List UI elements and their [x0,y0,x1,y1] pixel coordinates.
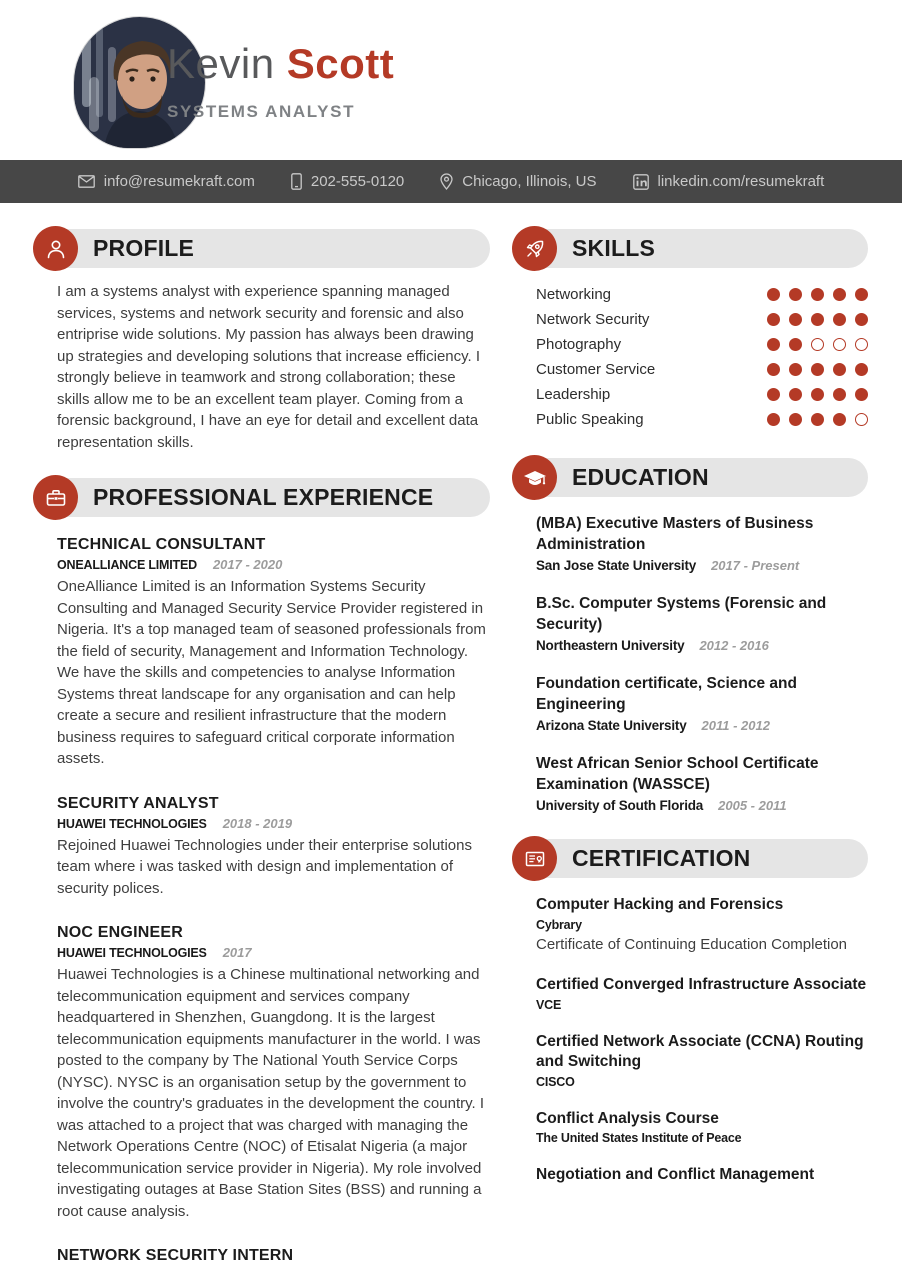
section-header-certification [514,839,868,878]
last-name: Scott [286,40,395,87]
job-dates: 2018 - 2019 [222,815,293,831]
rating-dot-filled [767,388,780,401]
job-company: ONEALLIANCE LIMITED [57,558,197,572]
rating-dot-filled [767,313,780,326]
rating-dot-filled [833,313,846,326]
job-entry [57,795,490,900]
resume-header [0,0,902,160]
skill-rating [767,363,868,376]
rating-dot-filled [789,388,802,401]
rating-dot-empty [811,338,824,351]
rating-dot-filled [767,413,780,426]
skill-rating [767,413,868,426]
section-header-experience [35,478,490,517]
job-company: HUAWEI TECHNOLOGIES [57,816,207,831]
rating-dot-filled [855,288,868,301]
contact-location-text: Chicago, Illinois, US [462,173,597,190]
certification-list [536,895,868,1186]
education-entry [536,514,868,573]
job-role: NETWORK SECURITY INTERN [57,1247,294,1264]
certification-title: CERTIFICATION [572,845,751,871]
job-entry [57,1247,490,1265]
certification-name: Computer Hacking and Forensics [536,896,784,913]
rating-dot-filled [811,288,824,301]
linkedin-icon [633,174,649,190]
job-entry [57,924,490,1222]
certification-name: Certified Network Associate (CCNA) Routing and Switching [536,1032,864,1070]
certification-name: Conflict Analysis Course [536,1109,719,1127]
right-column [512,229,868,1265]
contact-phone-text: 202-555-0120 [310,173,405,190]
education-meta [536,718,868,733]
education-meta [536,638,868,653]
job-description: OneAlliance Limited is an Information Systems Security Consulting and Managed Security Service Provider registered in Nigeria. It's a top managed team of seasoned professionals from the field of security, Management and Information Technology. We have the skills and competencies to analyse Information Systems threat landscape for any organisation and can help create a secure and resilient infrastructure that the modern business requires to safeguard critical corporate information assets. [57,578,486,767]
contact-phone [291,173,404,190]
certification-issuer: VCE [536,997,562,1012]
skill-name: Customer Service [536,361,656,378]
main-content [0,203,902,1265]
job-description: Rejoined Huawei Technologies under their enterprise solutions team where i was tasked with design and implementation of security polices. [57,836,472,897]
certification-name: Certified Converged Infrastructure Associate [536,976,867,993]
education-title: EDUCATION [572,464,709,490]
rating-dot-filled [811,413,824,426]
briefcase-icon [33,475,78,520]
left-column [33,229,490,1265]
certification-name: Negotiation and Conflict Management [536,1166,815,1183]
rating-dot-empty [833,338,846,351]
rating-dot-empty [855,338,868,351]
profile-text: I am a systems analyst with experience spanning managed services, systems and network security and forensic and also entriprise wide solutions. My passion has always been drawing up strategies and developing solutions that increase efficiency. I strongly believe in teamwork and strong collaboration; these skills allow me to be an excellent team player. Coming from a forensic background, I have an eye for detail and excellent data representation skills. [57,283,481,451]
certification-entry [536,1109,868,1146]
rating-dot-filled [767,363,780,376]
contact-location [440,173,596,190]
education-degree: West African Senior School Certificate Examination (WASSCE) [536,755,819,793]
person-job-title: SYSTEMS ANALYST [167,102,356,121]
skill-rating [767,338,868,351]
certification-entry [536,1032,868,1089]
rating-dot-empty [855,413,868,426]
first-name: Kevin [167,40,275,87]
job-meta [57,945,490,960]
education-meta [536,798,868,813]
rating-dot-filled [811,313,824,326]
certification-issuer: Cybrary [536,917,582,932]
skill-rating [767,313,868,326]
rating-dot-filled [855,388,868,401]
job-description: Huawei Technologies is a Chinese multinational networking and telecommunication equipment and services company headquartered in Shenzhen, Guangdong. It is the largest telecommunication equipments manufacturer in the world. I was posted to the company by The National Youth Service Corps (NYSC). NYSC is an organisation setup by the government to involve the country's graduates in the development the country. I was attached to a project that was charged with managing the Network Operations Centre (NOC) of Etisalat Nigeria (a major telecommunication service provider in Nigeria). My role involved investigating outages at Base Station Sites (BSS) and running a root cause analysis. [57,966,485,1220]
job-role: SECURITY ANALYST [57,794,219,812]
job-role: NOC ENGINEER [57,924,183,941]
skill-rating [767,288,868,301]
name-block [167,40,394,122]
skill-rating [767,388,868,401]
rating-dot-filled [789,288,802,301]
rating-dot-filled [811,363,824,376]
skill-row [536,357,868,382]
certification-note: Certificate of Continuing Education Completion [536,935,848,953]
rating-dot-filled [833,413,846,426]
job-dates: 2017 - 2020 [212,557,283,572]
skill-name: Leadership [536,386,611,403]
education-dates: 2012 - 2016 [699,638,769,653]
certification-entry [536,895,868,955]
job-entry [57,536,490,770]
skill-name: Public Speaking [536,411,644,428]
rating-dot-filled [789,413,802,426]
skills-title: SKILLS [572,235,655,261]
section-header-profile [35,229,490,268]
skill-row [536,307,868,332]
skill-row [536,332,868,357]
certification-issuer: CISCO [536,1074,575,1089]
rating-dot-filled [855,313,868,326]
graduation-cap-icon [512,455,557,500]
profile-title: PROFILE [93,235,195,261]
map-pin-icon [440,173,453,190]
job-company: HUAWEI TECHNOLOGIES [57,946,207,960]
contact-email [78,173,255,190]
section-header-skills [514,229,868,268]
section-header-education [514,458,868,497]
education-entry [536,674,868,733]
job-role: TECHNICAL CONSULTANT [57,536,266,553]
education-dates: 2017 - Present [711,558,800,573]
education-dates: 2005 - 2011 [718,798,787,813]
job-meta [57,816,490,831]
education-list [536,514,868,813]
contact-bar [0,160,902,203]
skills-list [536,282,868,432]
skill-row [536,407,868,432]
rating-dot-filled [767,338,780,351]
education-dates: 2011 - 2012 [701,718,770,733]
education-school: San Jose State University [536,558,697,573]
skill-name: Networking [536,286,612,303]
experience-title: PROFESSIONAL EXPERIENCE [93,484,434,510]
skill-name: Photography [536,336,622,353]
rocket-icon [512,226,557,271]
person-name [167,40,394,88]
certification-entry [536,975,868,1012]
education-school: University of South Florida [536,798,704,813]
skill-row [536,282,868,307]
education-entry [536,754,868,813]
education-school: Northeastern University [536,638,685,653]
rating-dot-filled [833,388,846,401]
education-degree: Foundation certificate, Science and Engineering [536,675,797,713]
contact-email-text: info@resumekraft.com [103,173,255,190]
contact-linkedin-text: linkedin.com/resumekraft [657,173,825,190]
envelope-icon [78,175,95,188]
rating-dot-filled [767,288,780,301]
job-meta [57,557,490,572]
education-entry [536,594,868,653]
rating-dot-filled [833,363,846,376]
skill-row [536,382,868,407]
education-degree: (MBA) Executive Masters of Business Administration [536,515,814,553]
certification-entry [536,1165,868,1186]
rating-dot-filled [789,313,802,326]
rating-dot-filled [789,363,802,376]
certificate-icon [512,836,557,881]
rating-dot-filled [789,338,802,351]
mobile-phone-icon [291,173,302,190]
person-icon [33,226,78,271]
certification-issuer: The United States Institute of Peace [536,1131,742,1145]
education-degree: B.Sc. Computer Systems (Forensic and Security) [536,595,827,633]
rating-dot-filled [811,388,824,401]
education-school: Arizona State University [536,718,687,733]
rating-dot-filled [833,288,846,301]
skill-name: Network Security [536,311,650,328]
rating-dot-filled [855,363,868,376]
job-dates: 2017 [222,945,252,960]
contact-linkedin [633,173,825,190]
education-meta [536,558,868,573]
